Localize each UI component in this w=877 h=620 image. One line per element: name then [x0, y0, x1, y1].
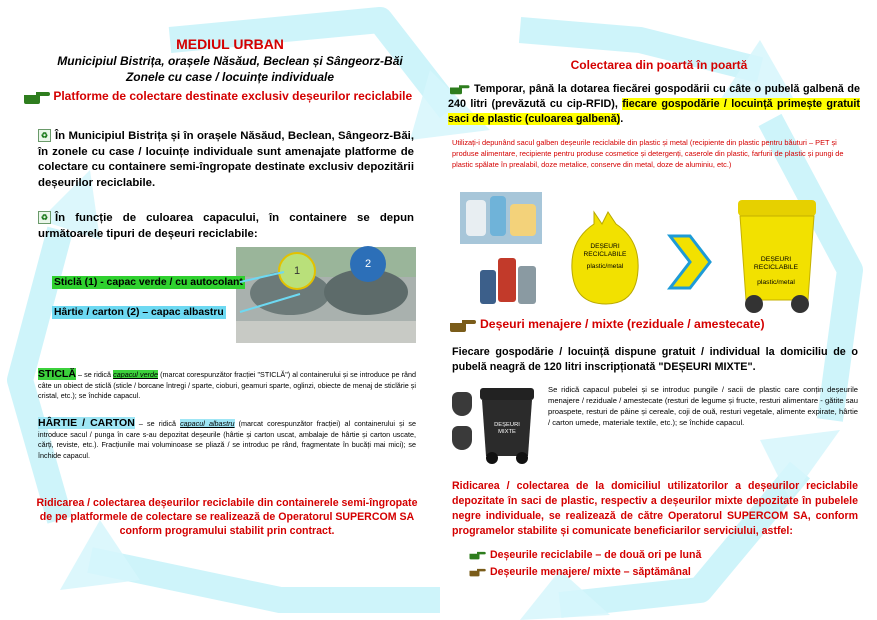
left-sticla-block: STICLĂ – se ridică capacul verde (marcat corespunzător fracției "STICLĂ") al containerului și se introduce pe rând câte un obiect de sticlă (sticle / borcane întregi / sparte, cioburi, geamuri sparte, oglinzi, obiecte de menaj de sticlărie și cristal, etc.); se închide capacul. — [38, 368, 417, 400]
black-bag-icon — [452, 426, 472, 450]
plastic-waste-photo — [460, 192, 542, 244]
schedule-bullet-mixed: Deșeurile menajere/ mixte – săptămânal — [468, 566, 691, 578]
left-subtitle-2: Zonele cu case / locuințe individuale — [125, 70, 335, 84]
right-title: Colectarea din poartă în poartă — [570, 58, 748, 72]
yellow-bin-label: DEȘEURI RECICLABILE plastic/metal — [753, 256, 799, 286]
label-hartie-blue-cap: Hârtie / carton (2) – capac albastru — [54, 307, 224, 318]
yellow-bag-label: DEȘEURI RECICLABILE plastic/metal — [583, 243, 627, 270]
black-bin-label: DEȘEURI MIXTE — [494, 422, 520, 435]
pointing-hand-icon — [22, 89, 50, 105]
recycle-icon: ♻ — [38, 211, 51, 224]
left-title: MEDIUL URBAN — [176, 36, 284, 52]
black-bag-icon — [452, 392, 472, 416]
left-subtitle-1: Municipiul Bistrița, orașele Năsăud, Beclean și Sângeorz-Băi — [57, 54, 403, 68]
pointing-hand-icon — [468, 567, 486, 577]
left-section-heading: Platforme de colectare destinate exclusiv deșeurilor reciclabile — [53, 89, 413, 104]
left-section-heading-row — [22, 89, 442, 105]
container-1-marker: 1 — [278, 252, 316, 290]
right-para-2: Fiecare gospodărie / locuință dispune gratuit / individual la domiciliu de o pubelă neagră de 120 litri inscripționată "DEȘEURI MIXTE". — [452, 346, 858, 373]
mixed-waste-heading: Deșeuri menajere / mixte (reziduale / amestecate) — [480, 317, 765, 332]
pointer-lines — [226, 268, 306, 318]
recycle-icon: ♻ — [38, 129, 51, 142]
pointing-hand-icon — [448, 83, 470, 95]
right-collection-schedule-note: Ridicarea / colectarea de la domiciliul utilizatorilor a deșeurilor reciclabile depozitate în saci de plastic, respectiv a deșeurilor mixte depozitate în pubelele negre individuale, se realizează de către Operatorul SUPERCOM SA, conform programelor stabilite și comunicate beneficiarilor serviciului, astfel: — [452, 480, 858, 537]
label-sticla-green-cap: Sticlă (1) - capac verde / cu autocolant — [54, 277, 243, 288]
left-hartie-block: HÂRTIE / CARTON – se ridică capacul albastru (marcat corespunzător fracției) al containerului și se introduce sacul / punga în care s-au depozitat deșeurile (hârtie și carton uscat, ambalaje de hârtie și carton uscate, cărți, reviste, etc.). Fracțiunile mai voluminoase se pliază / se introduc pe rând, fragmentate în bucăți mai mici); se închide capacul. — [38, 417, 416, 460]
left-footer-note: Ridicarea / colectarea deșeurilor reciclabile din containerele semi-îngropate de pe platformele de colectare se realizează de Operatorul SUPERCOM SA conform programului stabilit prin contract. — [36, 497, 418, 537]
mixed-waste-heading-row — [448, 317, 868, 333]
left-para-1: ♻ În Municipiul Bistrița și în orașele Năsăud, Beclean, Sângeorz-Băi, în zonele cu case / locuințe individuale sunt amenajate platforme de colectare cu containere semi-îngropate destinate exclusiv depozitării deșeurilor reciclabile. — [38, 130, 414, 189]
pointing-hand-icon — [468, 550, 486, 560]
pointing-hand-icon — [448, 317, 476, 333]
arrow-right-icon — [666, 232, 714, 292]
schedule-bullet-recyclable: Deșeurile reciclabile – de două ori pe lună — [468, 549, 701, 561]
right-para-1: Temporar, până la dotarea fiecărei gospodării cu câte o pubelă galbenă de 240 litri (prevăzută cu cip-RFID), fiecare gospodărie / locuință primește gratuit saci de plastic (culoarea galbenă). — [448, 83, 860, 125]
right-para-3: Se ridică capacul pubelei și se introduc pungile / sacii de plastic care conțin deșeurile menajere / reziduale / amestecate (resturi de legume și fructe, resturi alimentare - gătite sau proaspete, resturi de pâine și cereale, coji de ouă, resturi vegetale, alimente expirate, hârtie / carton umede, materiale textile, etc.); se închide capacul. — [548, 385, 858, 427]
container-2-marker: 2 — [350, 246, 386, 282]
right-instructions-small: Utilizați-i depunând sacul galben deșeurile reciclabile din plastic și metal (recipiente din plastic pentru băuturi – PET și produse alimentare, recipiente pentru produse cosmetice și detergenți, caserole din plastic, farfurii de plastic și pungi de plastic spălate în prealabil, doze metalice, conserve din metal, doze de aluminiu, etc.) — [452, 138, 844, 169]
left-para-2: ♻ În funcție de culoarea capacului, în containere se depun următoarele tipuri de deșeuri reciclabile: — [38, 212, 414, 240]
metal-cans-photo — [478, 252, 544, 310]
